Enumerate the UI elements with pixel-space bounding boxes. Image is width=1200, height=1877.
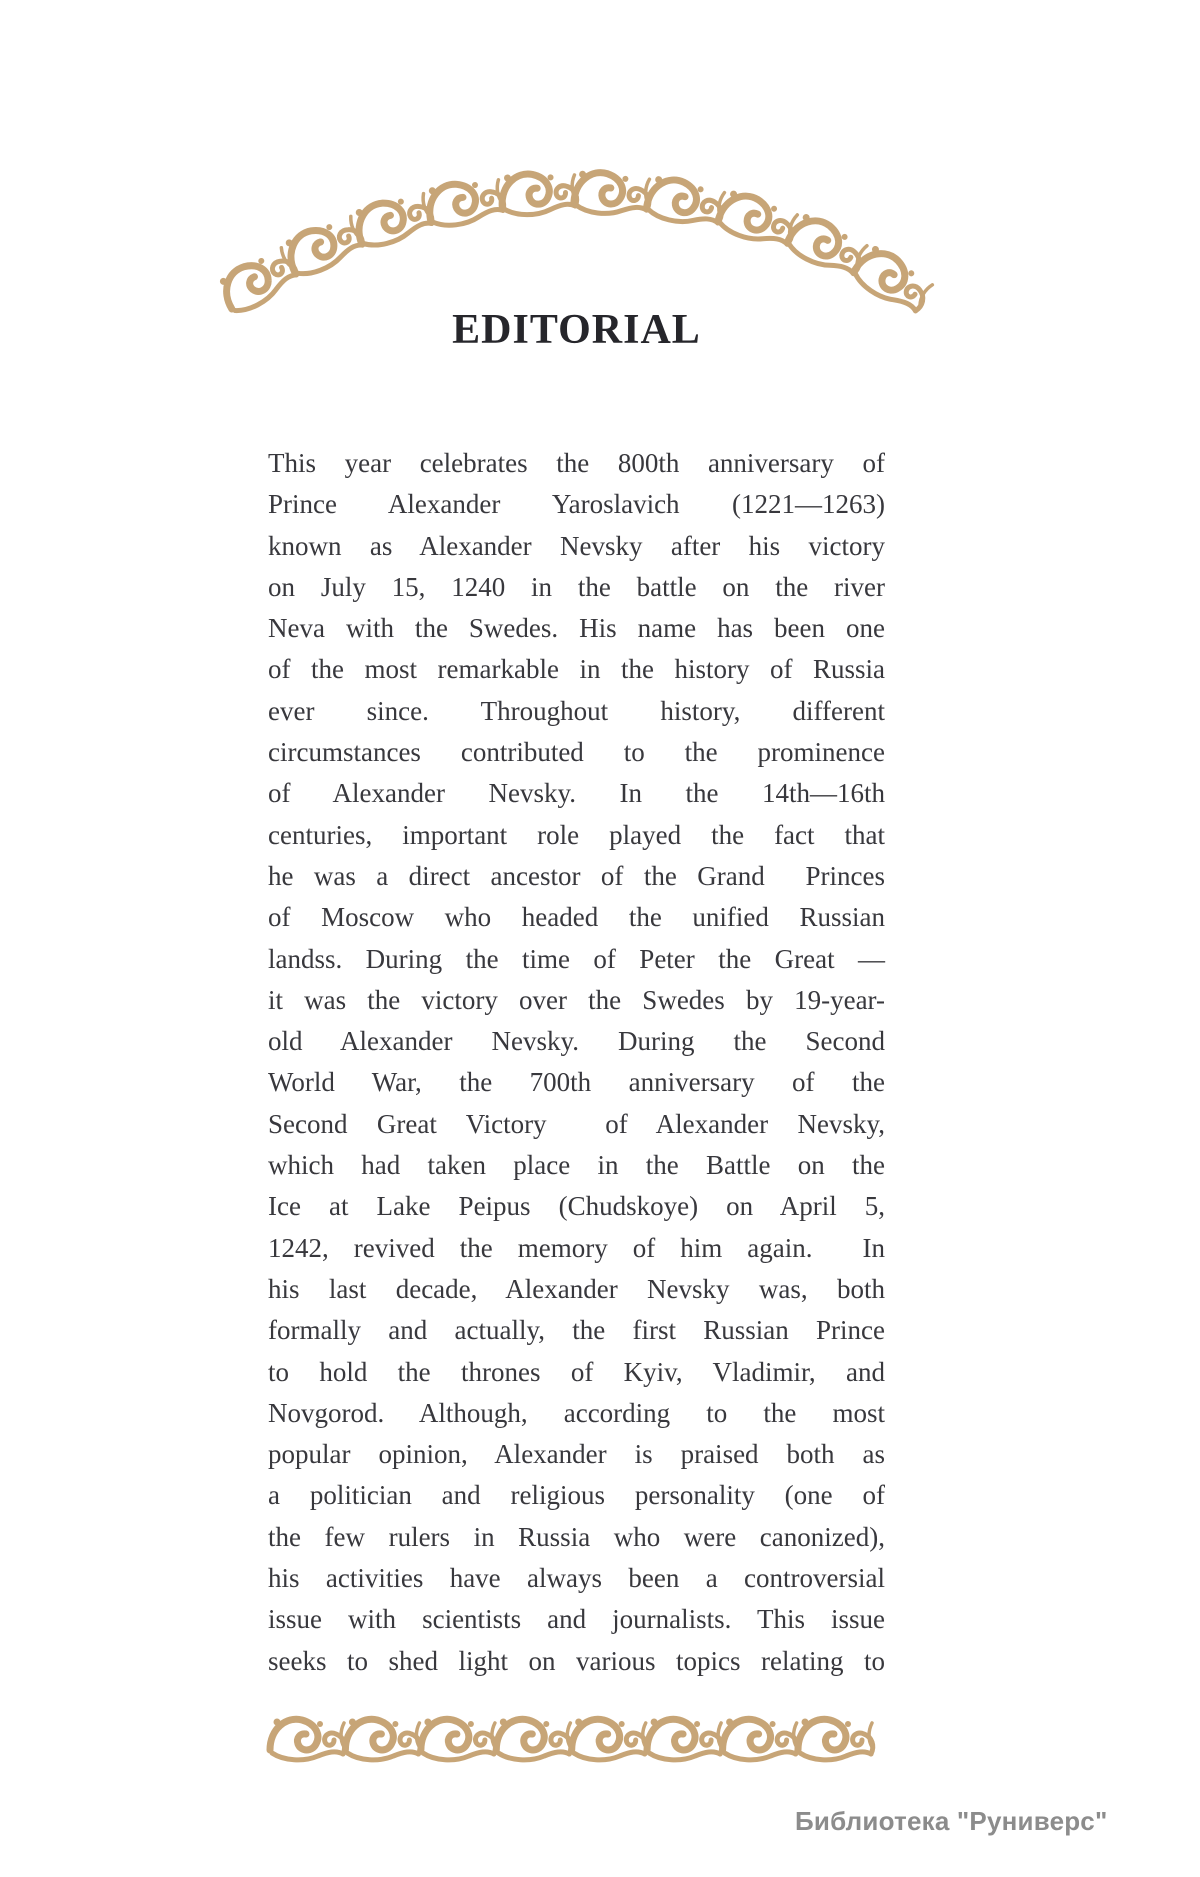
paragraph-line: known as Alexander Nevsky after his victory — [268, 530, 885, 561]
paragraph-line: landss. During the time of Peter the Great — — [268, 943, 885, 974]
page-title: EDITORIAL — [452, 307, 701, 353]
paragraph-line: 1242, revived the memory of him again. In — [268, 1232, 885, 1263]
border-scroll-motifs — [270, 1719, 873, 1760]
paragraph-line: circumstances contributed to the prominence — [268, 737, 885, 768]
paragraph-line: old Alexander Nevsky. During the Second — [268, 1026, 885, 1057]
paragraph-line: popular opinion, Alexander is praised both as — [268, 1439, 885, 1470]
paragraph-line: the few rulers in Russia who were canonized), — [268, 1521, 885, 1552]
paragraph-line: formally and actually, the first Russian Prince — [268, 1315, 885, 1346]
paragraph-line: he was a direct ancestor of the Grand Princes — [268, 860, 885, 891]
paragraph-line: a politician and religious personality (one of — [268, 1480, 885, 1511]
paragraph-line: his activities have always been a controversial — [268, 1563, 885, 1594]
paragraph-line: of Alexander Nevsky. In the 14th—16th — [268, 778, 885, 809]
paragraph-line: which had taken place in the Battle on the — [268, 1150, 885, 1181]
paragraph-line: centuries, important role played the fact that — [268, 819, 885, 850]
editorial-paragraph — [268, 443, 885, 1682]
paragraph-line: Novgorod. Although, according to the most — [268, 1397, 885, 1428]
paragraph-line: seeks to shed light on various topics relating to — [268, 1645, 885, 1676]
paragraph-line: of Moscow who headed the unified Russian — [268, 902, 885, 933]
library-watermark: Библиотека "Руниверс" — [795, 1806, 1108, 1836]
paragraph-line: This year celebrates the 800th anniversary of — [268, 448, 885, 478]
paragraph-line: Second Great Victory of Alexander Nevsky, — [268, 1108, 885, 1139]
paragraph-line: Neva with the Swedes. His name has been one — [268, 613, 885, 644]
paragraph-line: Ice at Lake Peipus (Chudskoye) on April 5, — [268, 1191, 885, 1222]
paragraph-line: on July 15, 1240 in the battle on the river — [268, 571, 885, 602]
paragraph-line: issue with scientists and journalists. This issue — [268, 1604, 885, 1635]
paragraph-line: ever since. Throughout history, different — [268, 695, 885, 726]
paragraph-line: of the most remarkable in the history of Russia — [268, 654, 885, 685]
paragraph-line: it was the victory over the Swedes by 19-year- — [268, 984, 885, 1015]
bottom-ornament-border-icon — [0, 1697, 1200, 1787]
paragraph-line: World War, the 700th anniversary of the — [268, 1067, 885, 1098]
paragraph-line: his last decade, Alexander Nevsky was, both — [268, 1273, 885, 1304]
arc-scroll-motifs — [216, 170, 936, 317]
paragraph-line: to hold the thrones of Kyiv, Vladimir, and — [268, 1356, 885, 1387]
paragraph-line: Prince Alexander Yaroslavich (1221—1263) — [268, 489, 885, 520]
